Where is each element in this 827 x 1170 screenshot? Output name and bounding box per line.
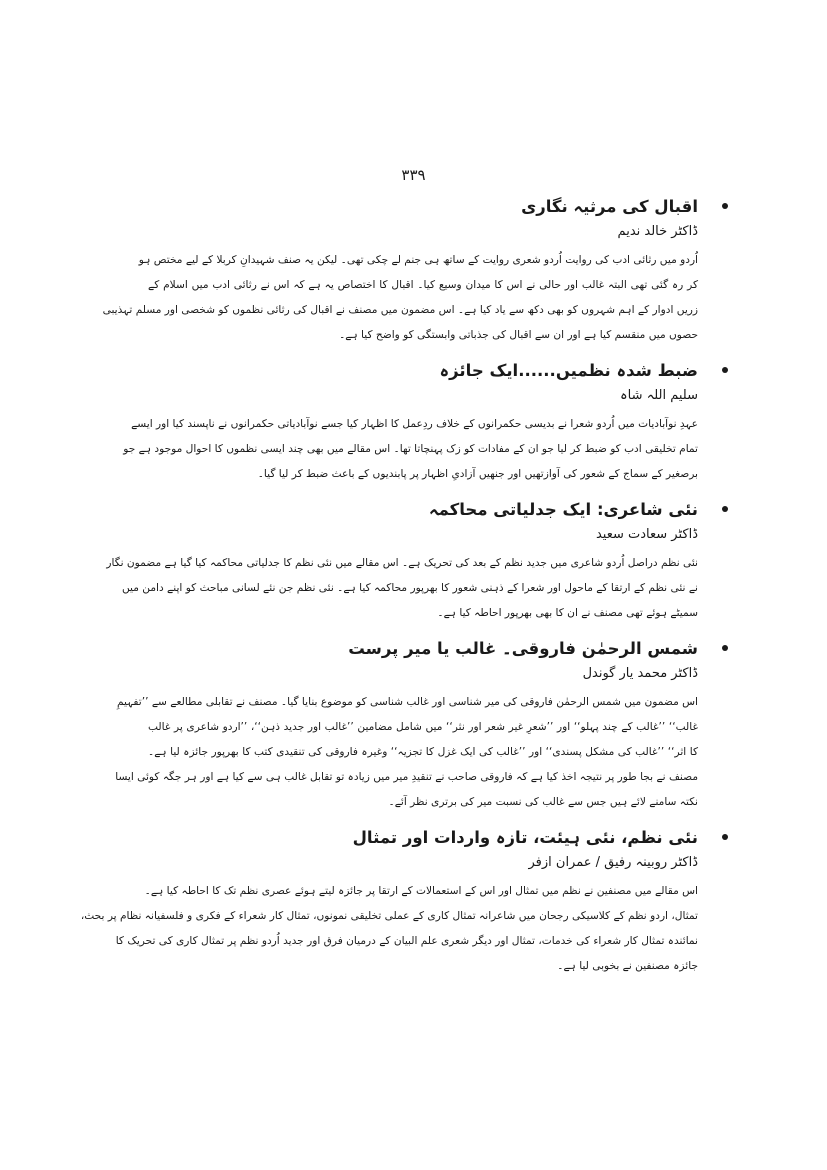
article-title-text: نئی نظم، نئی ہیئت، تازہ واردات اور تمثال	[352, 828, 698, 847]
abstract-line: جائزہ مصنفین نے بخوبی لیا ہے۔	[557, 960, 698, 972]
article-title-text: شمس الرحمٰن فاروقی۔ غالب یا میر پرست	[348, 639, 698, 658]
article-author: سلیم اللہ شاہ	[620, 388, 698, 403]
article-entry	[115, 636, 698, 815]
abstract-line: تمام تخلیقی ادب کو ضبط کر لیا جو ان کے مفادات کو زک پہنچاتا تھا۔ اس مقالے میں بھی چند ایسی نظموں کا احوال موجود ہے جو	[123, 443, 698, 455]
abstract-line: عہدِ نوآبادیات میں اُردو شعرا نے بدیسی حکمرانوں کے خلاف ردِعمل کا اظہار کیا جسے نوآبادیاتی حکمرانوں نے ناپسند کیا اور ایسے	[131, 418, 698, 430]
article-abstract	[102, 248, 698, 348]
article-title	[148, 358, 698, 384]
article-author: ڈاکٹر خالد ندیم	[617, 224, 698, 239]
bullet-icon	[722, 834, 728, 840]
article-entry	[106, 497, 698, 626]
bullet-icon	[722, 367, 728, 373]
abstract-line: اس مضمون میں شمس الرحمٰن فاروقی کی میر شناسی اور غالب شناسی کو موضوع بنایا گیا۔ مصنف نے تقابلی مطالعے سے ’’تفہیمِ	[116, 696, 698, 708]
bullet-icon	[722, 506, 728, 512]
article-list	[80, 194, 698, 989]
bullet-icon	[722, 203, 728, 209]
abstract-line: نکتہ سامنے لائے ہیں جس سے غالب کی نسبت میر کی برتری نظر آئے۔	[388, 796, 698, 808]
article-title-text: نئی شاعری: ایک جدلیاتی محاکمہ	[428, 500, 698, 519]
abstract-line: نئی نظم دراصل اُردو شاعری میں جدید نظم کے بعد کی تحریک ہے۔ اس مقالے میں نئی نظم کا جدلیاتی محاکمہ کیا گیا ہے مضمون نگار	[106, 557, 698, 569]
article-entry	[123, 358, 698, 487]
article-title-text: اقبال کی مرثیہ نگاری	[521, 197, 698, 216]
abstract-line: کر رہ گئی تھی البتہ غالب اور حالی نے اس کا میدان وسیع کیا۔ اقبال کا اختصاص یہ ہے کہ اس نے رثائی ادب میں اسلام کے	[148, 279, 698, 291]
abstract-line: برصغیر کے سماج کے شعور کی آوازتھیں اور جنھیں آزادیِ اظہار پر پابندیوں کے باعث ضبط کر لیا گیا۔	[257, 468, 698, 480]
abstract-line: اس مقالے میں مصنفین نے نظم میں تمثال اور اس کے استعمالات کے ارتقا پر جائزہ لیتے ہوئے عصری نظم تک کا احاطہ کیا ہے۔	[144, 885, 698, 897]
article-abstract	[123, 412, 698, 487]
abstract-line: تمثال، اردو نظم کے کلاسیکی رجحان میں شاعرانہ تمثال کاری کے عملی تخلیقی نمونوں، تمثال کار شعراء کے فکری و فلسفیانہ نظام پر بحث،	[80, 910, 698, 922]
bullet-icon	[722, 645, 728, 651]
abstract-line: غالب‘‘ ’’غالب کے چند پہلو‘‘ اور ’’شعرِ غیر شعر اور نثر‘‘ میں شامل مضامین ’’غالب اور جدید ذہن‘‘، ’’اردو شاعری پر غالب	[148, 721, 698, 733]
abstract-line: کا اثر‘‘ ’’غالب کی مشکل پسندی‘‘ اور ’’غالب کی ایک غزل کا تجزیہ‘‘ وغیرہ فاروقی کی تنقیدی کتب کا بھرپور جائزہ لیا ہے۔	[148, 746, 698, 758]
article-abstract	[80, 879, 698, 979]
article-author: ڈاکٹر روبینہ رفیق / عمران ازفر	[528, 855, 698, 870]
article-entry	[102, 194, 698, 348]
article-abstract	[115, 690, 698, 815]
page-number: ۳۳۹	[401, 166, 426, 184]
abstract-line: سمیٹے ہوئے تھی مصنف نے ان کا بھی بھرپور احاطہ کیا ہے۔	[437, 607, 698, 619]
abstract-line: اُردو میں رثائی ادب کی روایت اُردو شعری روایت کے ساتھ ہی جنم لے چکی تھی۔ لیکن یہ صنف شہیدانِ کربلا کے لیے مختص ہو	[138, 254, 698, 266]
article-title	[148, 194, 698, 220]
article-title	[148, 497, 698, 523]
article-abstract	[106, 551, 698, 626]
abstract-line: زریں ادوار کے اہم شہروں کو بھی دکھ سے یاد کیا ہے۔ اس مضمون میں مصنف نے اقبال کی رثائی نظموں کو شخصی اور مسلم تہذیبی	[102, 304, 698, 316]
article-entry	[80, 825, 698, 979]
article-title	[148, 825, 698, 851]
article-title	[148, 636, 698, 662]
abstract-line: مصنف نے بجا طور پر نتیجہ اخذ کیا ہے کہ فاروقی صاحب نے تنقیدِ میر میں زیادہ تو تقابل غالب ہی سے کیا ہے اور ہر جگہ کوئی ایسا	[115, 771, 698, 783]
article-author: ڈاکٹر محمد یار گوندل	[582, 666, 698, 681]
abstract-line: نمائندہ تمثال کار شعراء کی خدمات، تمثال اور دیگر شعری علم البیان کے درمیان فرق اور جدید اُردو نظم پر تمثال کاری کی تحریک کا	[115, 935, 698, 947]
abstract-line: حصوں میں منقسم کیا ہے اور ان سے اقبال کی جذباتی وابستگی کو واضح کیا ہے۔	[339, 329, 698, 341]
article-title-text: ضبط شدہ نظمیں......ایک جائزہ	[439, 361, 698, 380]
article-author: ڈاکٹر سعادت سعید	[595, 527, 698, 542]
abstract-line: نے نئی نظم کے ارتقا کے ماحول اور شعرا کے ذہنی شعور کا بھرپور محاکمہ کیا ہے۔ نئی نظم جن نئے لسانی مباحث کو اپنے دامن میں	[121, 582, 698, 594]
